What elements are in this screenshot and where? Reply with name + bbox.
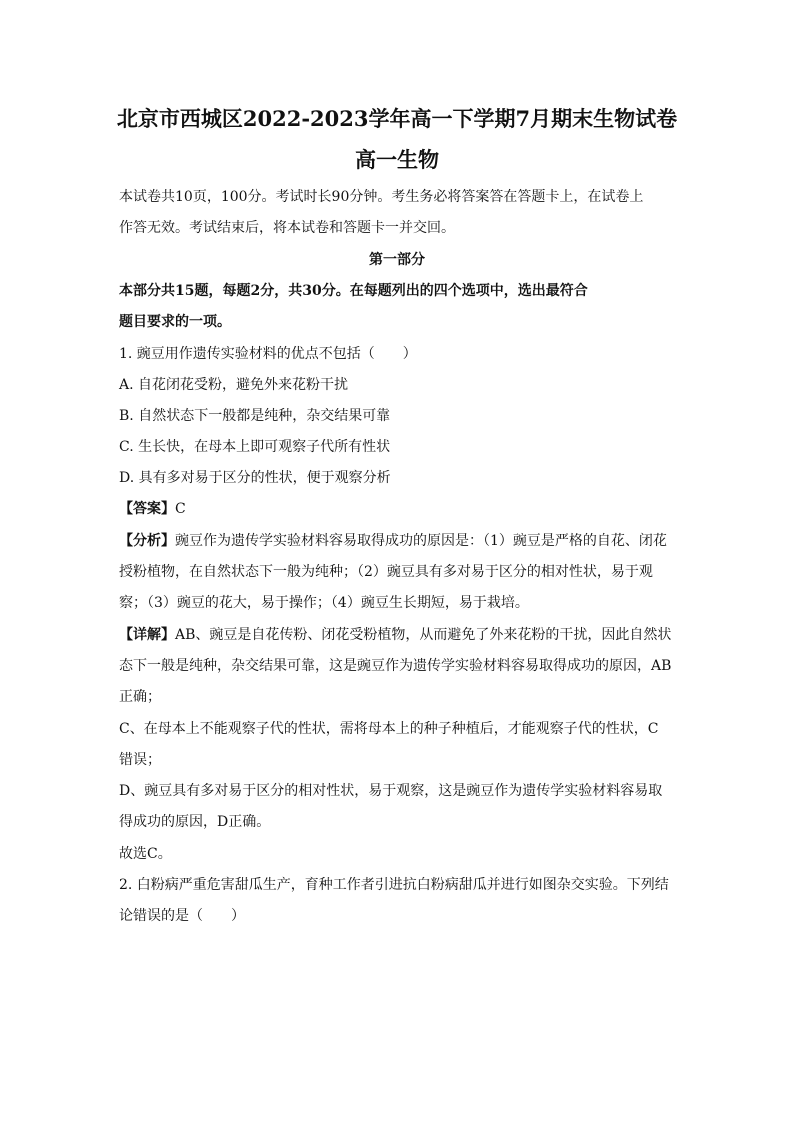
q1-detail-line-3: 正确； xyxy=(119,689,161,705)
section-title: 第一部分 xyxy=(369,252,425,268)
answer-label: 【答案】 xyxy=(119,501,175,517)
q1-detail-line-7: 得成功的原因，D正确。 xyxy=(119,814,271,830)
q1-option-a: A. 自花闭花受粉，避免外来花粉干扰 xyxy=(119,377,349,393)
analysis-text-1: 豌豆作为遗传学实验材料容易取得成功的原因是：（1）豌豆是严格的自花、闭花 xyxy=(175,533,667,549)
q1-conclusion: 故选C。 xyxy=(119,846,172,862)
q1-stem: 1. 豌豆用作遗传实验材料的优点不包括（ ） xyxy=(119,346,417,362)
q1-option-c: C. 生长快，在母本上即可观察子代所有性状 xyxy=(119,439,391,455)
answer-value: C xyxy=(175,501,186,517)
q1-option-d: D. 具有多对易于区分的性状，便于观察分析 xyxy=(119,470,391,486)
q2-stem-line-2: 论错误的是（ ） xyxy=(119,908,245,924)
q1-answer xyxy=(119,498,186,518)
q1-analysis-line-3: 察；（3）豌豆的花大，易于操作；（4）豌豆生长期短，易于栽培。 xyxy=(119,595,529,611)
document-subtitle: 高一生物 xyxy=(355,147,439,172)
q1-analysis-line-1 xyxy=(119,530,667,550)
detail-label: 【详解】 xyxy=(119,627,175,643)
q1-detail-line-2: 态下一般是纯种，杂交结果可靠，这是豌豆作为遗传学实验材料容易取得成功的原因，AB xyxy=(119,658,672,674)
q1-option-b: B. 自然状态下一般都是纯种，杂交结果可靠 xyxy=(119,408,391,424)
q1-detail-line-1 xyxy=(119,624,671,644)
q1-analysis-line-2: 授粉植物，在自然状态下一般为纯种；（2）豌豆具有多对易于区分的相对性状，易于观 xyxy=(119,564,653,580)
q1-detail-line-5: 错误； xyxy=(119,752,161,768)
detail-text-1: AB、豌豆是自花传粉、闭花受粉植物，从而避免了外来花粉的干扰，因此自然状 xyxy=(175,627,672,643)
section-instructions-line-2: 题目要求的一项。 xyxy=(119,314,231,330)
q2-stem-line-1: 2. 白粉病严重危害甜瓜生产，育种工作者引进抗白粉病甜瓜并进行如图杂交实验。下列结 xyxy=(119,877,669,893)
q1-detail-line-4: C、在母本上不能观察子代的性状，需将母本上的种子种植后，才能观察子代的性状，C xyxy=(119,721,659,737)
q1-detail-line-6: D、豌豆具有多对易于区分的相对性状，易于观察，这是豌豆作为遗传学实验材料容易取 xyxy=(119,783,663,799)
analysis-label: 【分析】 xyxy=(119,533,175,549)
intro-line-2: 作答无效。考试结束后，将本试卷和答题卡一并交回。 xyxy=(119,220,455,236)
document-title: 北京市西城区2022-2023学年高一下学期7月期末生物试卷 xyxy=(116,106,678,131)
intro-line-1: 本试卷共10页，100分。考试时长90分钟。考生务必将答案答在答题卡上，在试卷上 xyxy=(119,189,644,205)
section-instructions-line-1: 本部分共15题，每题2分，共30分。在每题列出的四个选项中，选出最符合 xyxy=(119,283,588,299)
